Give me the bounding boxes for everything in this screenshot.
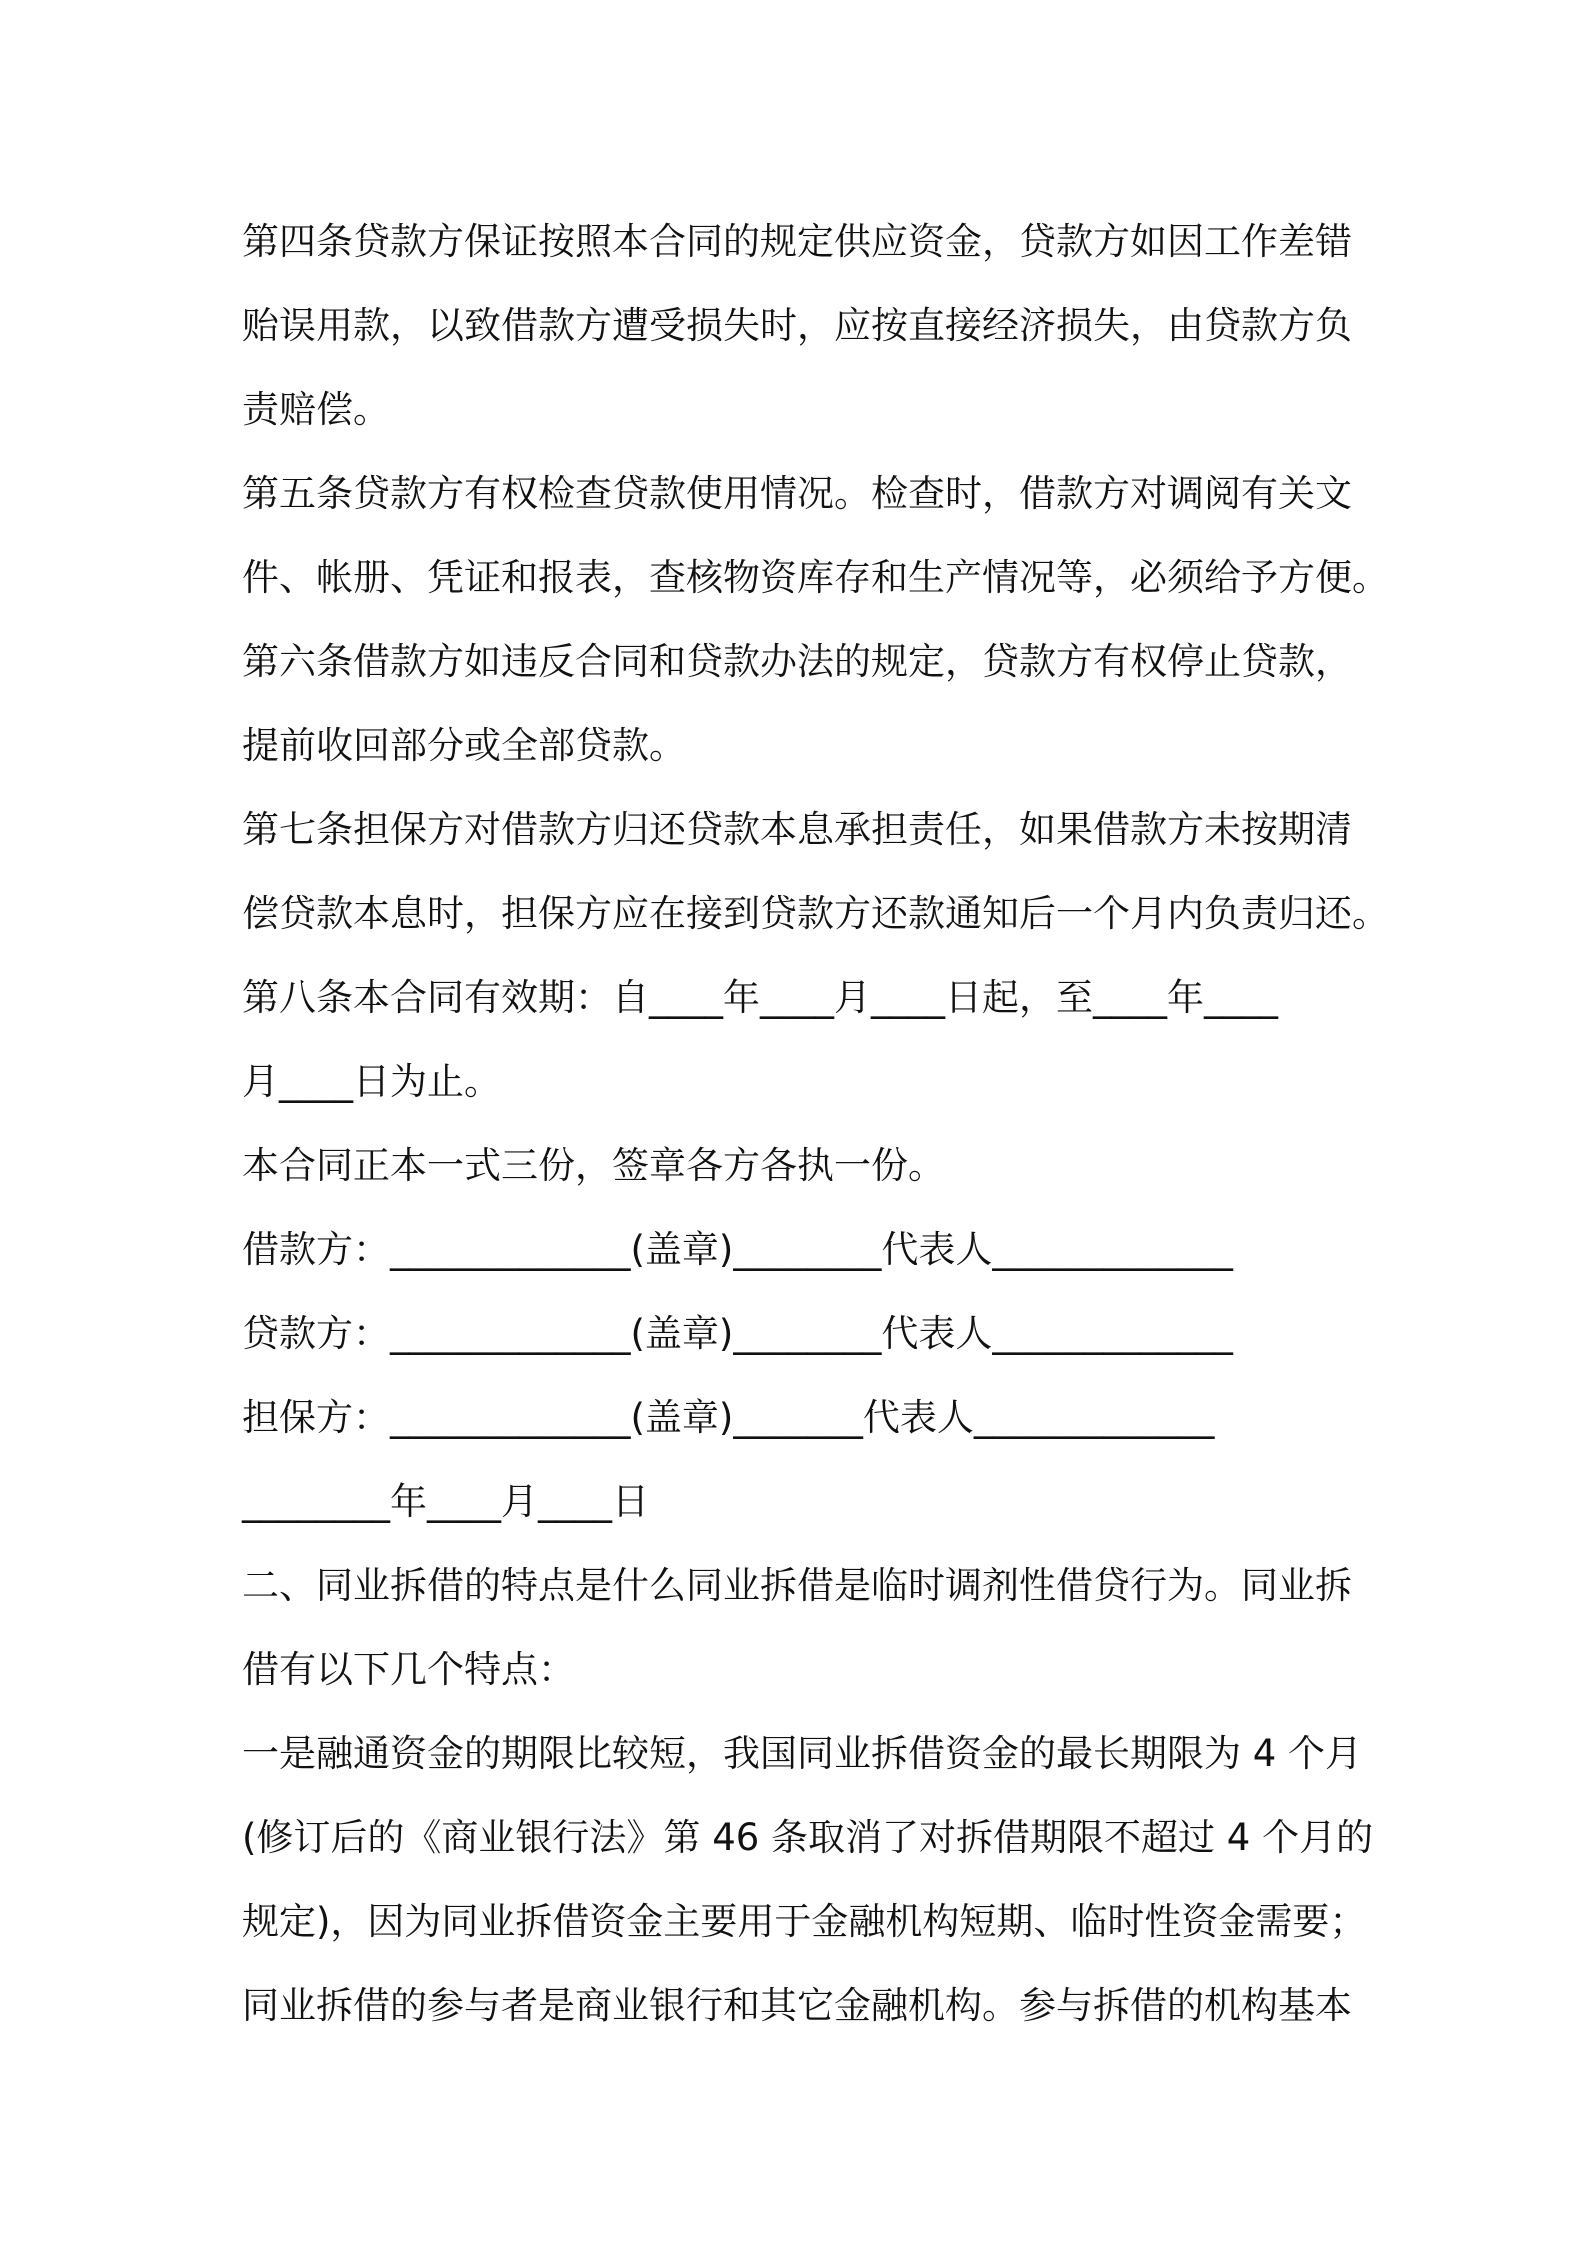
text-line: 二、同业拆借的特点是什么同业拆借是临时调剂性借贷行为。同业拆 — [242, 1564, 1352, 1607]
date-line: ________年____月____日 — [242, 1480, 649, 1523]
text-line: 件、帐册、凭证和报表，查核物资库存和生产情况等，必须给予方便。 — [242, 556, 1389, 599]
text-line: 一是融通资金的期限比较短，我国同业拆借资金的最长期限为 4 个月 — [242, 1732, 1363, 1775]
text-line: 第八条本合同有效期：自____年____月____日起，至____年____ — [242, 976, 1278, 1019]
text-line: 责赔偿。 — [242, 388, 390, 431]
document-body — [242, 200, 1389, 2048]
text-line: 借有以下几个特点： — [242, 1648, 575, 1691]
text-line: 月____日为止。 — [242, 1060, 501, 1103]
text-line: 第七条担保方对借款方归还贷款本息承担责任，如果借款方未按期清 — [242, 808, 1352, 851]
text-line: 本合同正本一式三份，签章各方各执一份。 — [242, 1144, 945, 1187]
text-line: 贻误用款，以致借款方遭受损失时，应按直接经济损失，由贷款方负 — [242, 304, 1352, 347]
signature-line-borrower: 借款方：_____________(盖章)________代表人_____________ — [242, 1228, 1233, 1271]
text-line: 第五条贷款方有权检查贷款使用情况。检查时，借款方对调阅有关文 — [242, 472, 1352, 515]
text-line: 第六条借款方如违反合同和贷款办法的规定，贷款方有权停止贷款， — [242, 640, 1352, 683]
text-line: (修订后的《商业银行法》第 46 条取消了对拆借期限不超过 4 个月的 — [242, 1816, 1374, 1859]
text-line: 提前收回部分或全部贷款。 — [242, 724, 686, 767]
text-line: 偿贷款本息时，担保方应在接到贷款方还款通知后一个月内负责归还。 — [242, 892, 1389, 935]
text-line: 同业拆借的参与者是商业银行和其它金融机构。参与拆借的机构基本 — [242, 1984, 1352, 2027]
signature-line-lender: 贷款方：_____________(盖章)________代表人_____________ — [242, 1312, 1233, 1355]
text-line: 规定)，因为同业拆借资金主要用于金融机构短期、临时性资金需要； — [242, 1900, 1367, 1943]
signature-line-guarantor: 担保方：_____________(盖章)_______代表人_____________ — [242, 1396, 1215, 1439]
text-line: 第四条贷款方保证按照本合同的规定供应资金，贷款方如因工作差错 — [242, 220, 1352, 263]
